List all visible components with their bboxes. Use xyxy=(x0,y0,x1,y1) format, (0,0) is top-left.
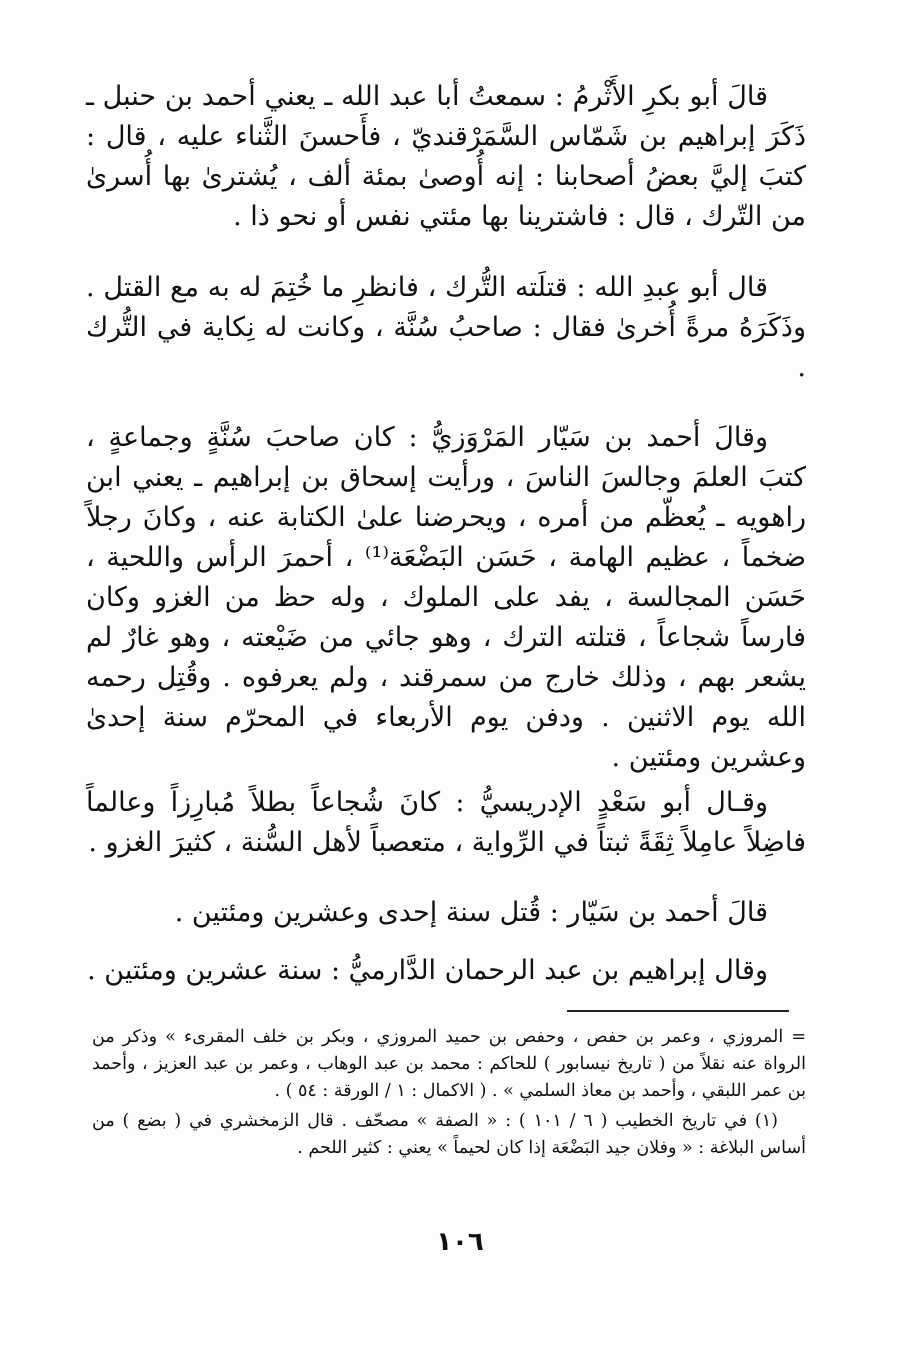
paragraph-abu-abdullah-comment: قال أبو عبدِ الله : قتلَته التُّرك ، فانظرِ ما خُتِمَ له به مع القتل . وذَكَرَهُ مرةً أُخرىٰ فقال : صاحبُ سُنَّة ، وكانت له نِكاية في التُّرك . xyxy=(86,272,806,383)
footnotes-section xyxy=(92,1024,806,1162)
paragraph-ahmad-ibn-sayyar-description: وقالَ أحمد بن سَيّار المَرْوَزيُّ : كان صاحبَ سُنَّةٍ وجماعةٍ ، كتبَ العلمَ وجالسَ الناسَ ، ورأيت إسحاق بن إبراهيم ـ يعني ابن راهويه ـ يُعظّم من أمره ، ويحرضنا علىٰ الكتابة عنه ، وكانَ رجلاً ضخماً ، عظيم الهامة ، حَسَن البَضْعَة⁽¹⁾ ، أحمرَ الرأس واللحية ، حَسَن المجالسة ، يفد على الملوك ، وله حظ من الغزو وكان فارساً شجاعاً ، قتلته الترك ، وهو جائي من ضَيْعته ، وهو غارٌ لم يشعر بهم ، وذلك خارج من سمرقند ، ولم يعرفوه . وقُتِل رحمه الله يوم الاثنين . ودفن يوم الأربعاء في المحرّم سنة إحدىٰ وعشرين ومئتين . xyxy=(86,422,806,773)
paragraph-death-year-darimi: وقال إبراهيم بن عبد الرحمان الدَّارميُّ : سنة عشرين ومئتين . xyxy=(87,955,768,986)
paragraph-death-year-sayyar: قالَ أحمد بن سَيّار : قُتل سنة إحدى وعشرين ومئتين . xyxy=(174,897,768,928)
footnote-continuation: = المروزي ، وعمر بن حفص ، وحفص بن حميد المروزي ، وبكر بن خلف المقرىء » وذكر من الرواة عنه نقلاً من ( تاريخ نيسابور ) للحاكم : محمد بن عبد الوهاب ، وعمر بن عبد العزيز ، وأحمد بن عمر اللبقي ، وأحمد بن معاذ السلمي » . ( الاكمال : ١ / الورقة : ٥٤ ) . xyxy=(92,1027,806,1101)
paragraph-idrisi-praise: وقـال أبو سَعْدٍ الإدريسيُّ : كانَ شُجاعاً بطلاً مُبارِزاً وعالماً فاضِلاً عامِلاً ثِقَةً ثبتاً في الرِّواية ، متعصباً لأهل السُّنة ، كثيرَ الغزو . xyxy=(86,787,806,858)
footnote-1: (١) في تاريخ الخطيب ( ٦ / ١٠١ ) : « الصفة » مصحّف . قال الزمخشري في ( بضع ) من أساس البلاغة : « وفلان جيد البَضْعَة إذا كان لحيماً » يعني : كثير اللحم . xyxy=(92,1111,806,1158)
page-number: ١٠٦ xyxy=(436,1227,484,1257)
paragraph-athram-report: قالَ أبو بكرِ الأَثْرمُ : سمعتُ أبا عبد الله ـ يعني أحمد بن حنبل ـ ذَكَرَ إبراهيم بن شَمّاس السَّمَرْقنديّ ، فأَحسنَ الثَّناء عليه ، قال : كتبَ إليَّ بعضُ أصحابنا : إنه أُوصىٰ بمئة ألف ، يُشترىٰ بها أُسرىٰ من التّرك ، قال : فاشترينا بها مئتي نفس أو نحو ذا . xyxy=(86,81,806,232)
footnote-separator xyxy=(567,1010,789,1012)
